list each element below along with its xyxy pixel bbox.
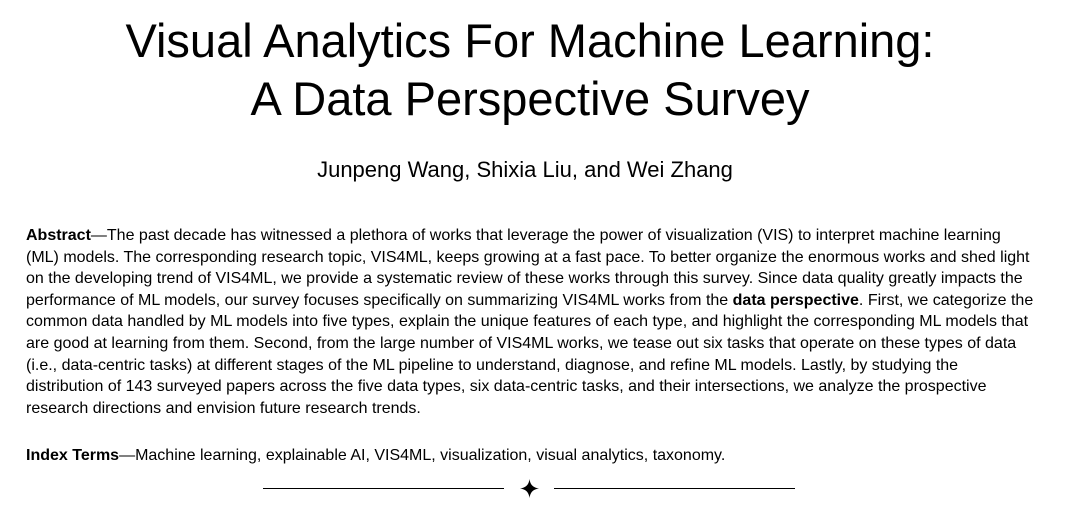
divider-rule-left (263, 488, 504, 489)
divider-rule-right (554, 488, 795, 489)
abstract-paragraph (26, 225, 1038, 419)
paper-title (0, 12, 1060, 128)
index-terms-paragraph (26, 445, 1046, 467)
paper-title-line-1: Visual Analytics For Machine Learning: (125, 14, 935, 67)
abstract-text-part-1: The past decade has witnessed a plethora of works that leverage the power of visualization (VIS) to interpret machine learning (ML) models. The corresponding research topic, VIS4ML, keeps growing at a fast pace. To better organize the enormous works and shed light on the developing trend of VIS4ML, we provide a systematic review of these works through this survey. Since data quality greatly impacts the performance of ML models, our survey focuses specifically on summarizing VIS4ML works from the (26, 227, 1030, 309)
abstract-dash: — (90, 227, 107, 244)
index-terms-label: Index Terms (26, 447, 120, 464)
index-terms-text: Machine learning, explainable AI, VIS4ML, visualization, visual analytics, taxonomy. (135, 447, 726, 464)
abstract-text-part-2: . First, we categorize the common data handled by ML models into five types, explain the unique features of each type, and highlight the corresponding ML models that are good at learning from them. Second, from the large number of VIS4ML works, we tease out six tasks that operate on these types of data (i.e., data-centric tasks) at different stages of the ML pipeline to understand, diagnose, and refine ML models. Lastly, by studying the distribution of 143 surveyed papers across the five data types, six data-centric tasks, and their intersections, we analyze the prospective research directions and envision future research trends. (26, 291, 1034, 417)
four-point-star-icon (520, 479, 539, 498)
author-list: Junpeng Wang, Shixia Liu, and Wei Zhang (317, 157, 733, 182)
paper-title-line-2: A Data Perspective Survey (250, 72, 810, 125)
abstract-label: Abstract (26, 227, 91, 244)
abstract-emphasis: data perspective (732, 291, 859, 309)
index-terms-dash: — (119, 447, 136, 464)
